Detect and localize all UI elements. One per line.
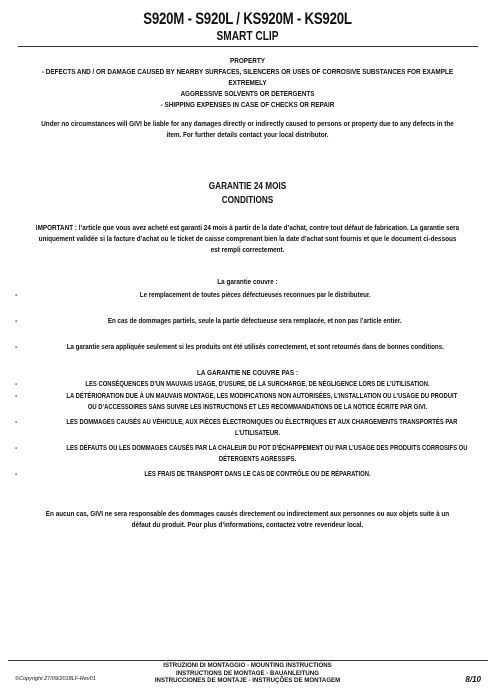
liability-paragraph	[0, 118, 495, 140]
important-line: uniquement validée si la facture d’achat ou le ticket de caisse comprenant bien la date d’achat sont fournis et que le document ci-dessous	[38, 234, 457, 243]
list-item-text: LES DOMMAGES CAUSÉS AU VÉHICULE, AUX PIÈCES ÉLECTRONIQUES OU ÉLECTRIQUES ET AUX CHARGEMENTS TRANSPORTÉS PAR	[66, 419, 458, 426]
important-line: est rempli correctement.	[210, 245, 285, 254]
list-dash: -	[15, 290, 18, 299]
document-footer	[0, 660, 495, 686]
list-dash: -	[15, 445, 18, 452]
list-item-text: LES DÉFAUTS OU LES DOMMAGES CAUSÉS PAR LA CHALEUR DU POT D’ÉCHAPPEMENT OU PAR L’USAGE DES PRODUITS CORROSIFS OU	[66, 445, 468, 452]
list-item-text: DÉTERGENTS AGRESSIFS.	[218, 456, 297, 463]
list-dash: -	[15, 419, 18, 426]
list-dash: -	[15, 471, 18, 478]
important-paragraph	[0, 222, 495, 255]
list-item-text: En cas de dommages partiels, seule la partie défectueuse sera remplacée, et non pas l’article entier.	[108, 316, 402, 325]
closing-paragraph	[0, 508, 495, 530]
list-item-text: L’UTILISATEUR.	[235, 430, 280, 437]
property-line: - SHIPPING EXPENSES IN CASE OF CHECKS OR REPAIR	[160, 100, 335, 109]
covers-title	[0, 276, 495, 287]
footer-line: ISTRUZIONI DI MONTAGGIO - MOUNTING INSTRUCTIONS	[163, 662, 332, 669]
footer-divider	[8, 660, 488, 661]
closing-line: En aucun cas, GIVI ne sera responsable des dommages causés directement ou indirectement aux personnes ou aux objets suite à un	[45, 509, 450, 518]
not-covered-title-text: LA GARANTIE NE COUVRE PAS :	[197, 368, 298, 377]
property-line: - DEFECTS AND / OR DAMAGE CAUSED BY NEARBY SURFACES, SILENCERS OR USES OF CORROSIVE SUBSTANCES FOR EXAMPLE EXTREMELY	[41, 67, 454, 87]
warranty-title: GARANTIE 24 MOIS	[208, 181, 287, 192]
not-covered-title	[0, 367, 495, 378]
list-item-text: Le remplacement de toutes pièces défectueuses reconnues par le distributeur.	[139, 290, 371, 299]
property-heading: PROPERTY	[230, 56, 265, 65]
footer-line: INSTRUCCIONES DE MONTAJE - INSTRUÇÕES DE MONTAGEM	[154, 677, 341, 684]
important-line: IMPORTANT : l’article que vous avez acheté est garanti 24 mois à partir de la date d’achat, contre tout défaut de fabrication. La garantie sera	[35, 223, 460, 232]
property-section	[0, 55, 495, 110]
list-item-text: La garantie sera appliquée seulement si les produits ont été utilisés correctement, et sont retournés dans de bonnes conditions.	[66, 342, 444, 351]
list-item-text: LES CONSÉQUENCES D’UN MAUVAIS USAGE, D’USURE, DE LA SURCHARGE, DE NÉGLIGENCE LORS DE L’UTILISATION.	[85, 381, 430, 388]
closing-line: défaut du produit. Pour plus d’informations, contactez votre revendeur local.	[131, 520, 364, 529]
product-subtitle: SMART CLIP	[216, 28, 279, 43]
list-dash: -	[15, 393, 18, 400]
property-line: AGGRESSIVE SOLVENTS OR DETERGENTS	[180, 89, 315, 98]
copyright-notice: ©Copyright 27/09/2018LF-Rev01	[15, 676, 96, 682]
warranty-heading	[0, 180, 495, 208]
liability-line: Under no circumstances will GIVI be liable for any damages directly or indirectly caused to persons or property due to any defects in the	[41, 119, 454, 128]
list-dash: -	[15, 381, 18, 388]
list-dash: -	[15, 316, 18, 325]
covers-title-text: La garantie couvre :	[217, 277, 278, 286]
header-divider	[18, 46, 478, 47]
footer-line: INSTRUCTIONS DE MONTAGE - BAUANLEITUNG	[176, 669, 319, 677]
liability-line: item. For further details contact your local distributor.	[166, 130, 329, 139]
list-item-text: LES FRAIS DE TRANSPORT DANS LE CAS DE CONTRÔLE OU DE RÉPARATION.	[144, 471, 371, 478]
list-item-text: LA DÉTÉRIORATION DUE À UN MAUVAIS MONTAGE, LES MODIFICATIONS NON AUTORISÉES, L’INSTALLATION OU L’USAGE DU PRODUIT	[66, 393, 458, 400]
document-header	[0, 10, 495, 43]
warranty-conditions-title: CONDITIONS	[221, 195, 274, 206]
product-title: S920M - S920L / KS920M - KS920L	[143, 9, 352, 28]
page-number: 8/10	[465, 675, 481, 684]
list-item-text: OU D’ACCESSOIRES SANS SUIVRE LES INSTRUCTIONS ET LES RECOMMANDATIONS DE LA NOTICE ÉCRITE PAR GIVI.	[87, 404, 428, 411]
list-dash: -	[15, 342, 18, 351]
